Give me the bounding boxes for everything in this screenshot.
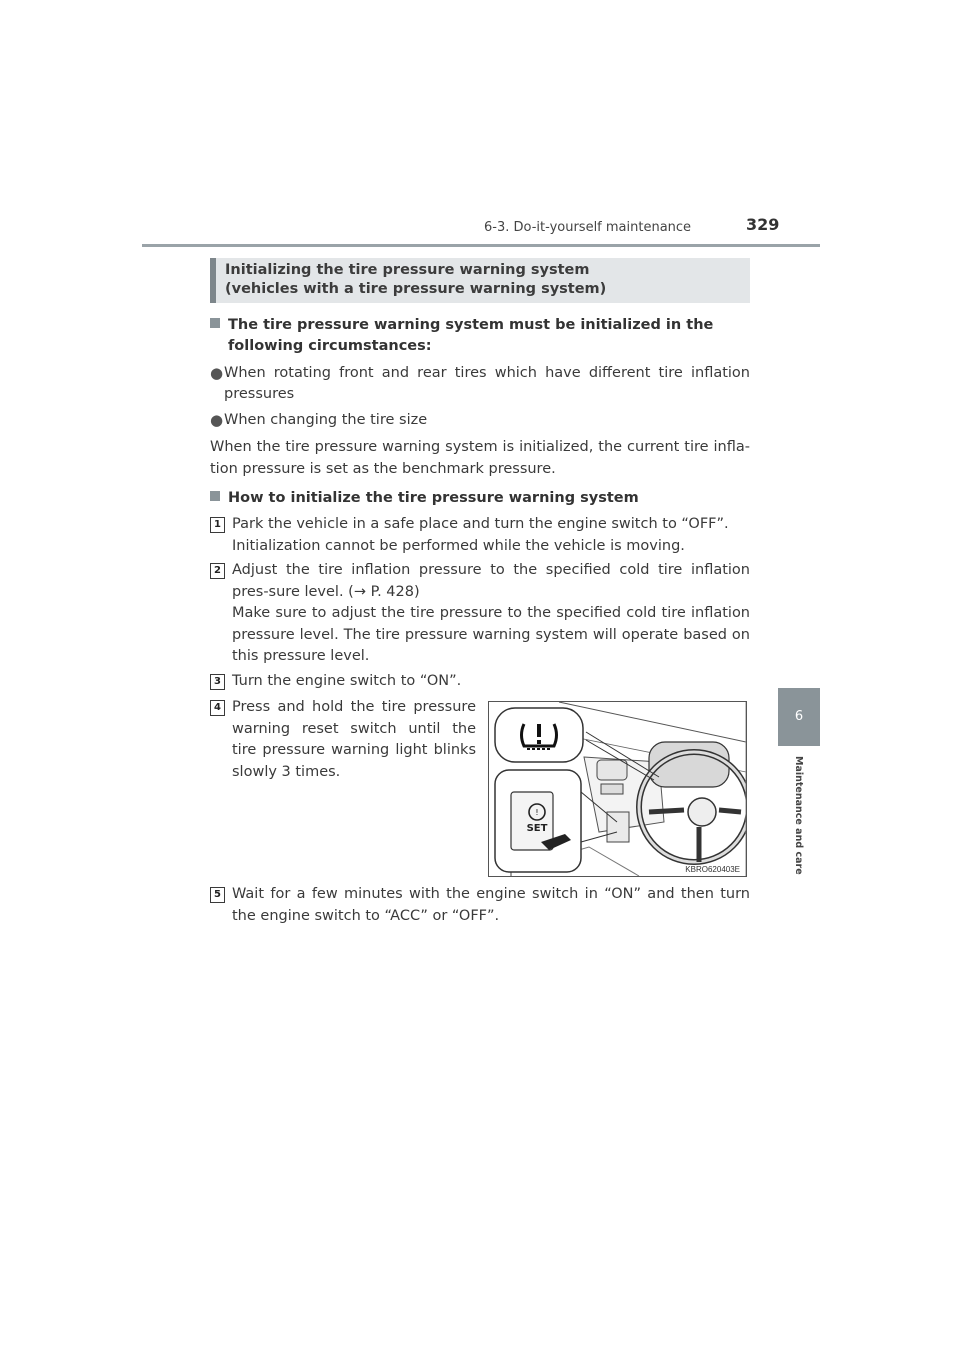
square-bullet-icon (210, 318, 220, 328)
section-title-line2: (vehicles with a tire pressure warning system) (225, 281, 607, 297)
header-section: 6-3. Do-it-yourself maintenance (484, 220, 692, 235)
circumstances-heading: The tire pressure warning system must be initialized in the following circumstances: (210, 315, 713, 357)
step-3: 3 Turn the engine switch to “ON”. (210, 671, 750, 693)
step-number-badge: 4 (210, 700, 225, 716)
bullet-item: ● When changing the tire size (210, 411, 428, 429)
step-number-badge: 2 (210, 563, 225, 579)
section-title-line1: Initializing the tire pressure warning system (225, 262, 590, 278)
step-2: 2 Adjust the tire inflation pressure to the specified cold tire inflation pres-sure level. (→ P. 428) Make sure to adjust the tire pressure to the specified cold tire inflation pressure level. The tire pressure warning system will operate based on this pressure level. (210, 560, 750, 668)
step-number-badge: 3 (210, 674, 225, 690)
benchmark-note: When the tire pressure warning system is initialized, the current tire infla-tion pressure is set as the benchmark pressure. (210, 439, 750, 477)
dashboard-figure (488, 701, 747, 877)
step-number-badge: 5 (210, 887, 225, 903)
step-4: 4 Press and hold the tire pressure warning reset switch until the tire pressure warning light blinks slowly 3 times. (210, 697, 476, 783)
header-rule (142, 244, 820, 247)
bullet-icon: ● (210, 364, 224, 382)
section-title-box (210, 258, 750, 303)
figure-code: KBRO620403E (685, 865, 740, 874)
step-5: 5 Wait for a few minutes with the engine switch in “ON” and then turn the engine switch to “ACC” or “OFF”. (210, 884, 750, 927)
set-switch-label: SET (526, 823, 548, 834)
dashboard-illustration (489, 702, 746, 876)
chapter-label: Maintenance and care (793, 756, 804, 875)
bullet-icon: ● (210, 411, 224, 429)
svg-text:!: ! (535, 808, 539, 817)
page-number: 329 (746, 215, 780, 234)
step-number-badge: 1 (210, 517, 225, 533)
how-to-heading: How to initialize the tire pressure warning system (210, 488, 639, 509)
step-1: 1 Park the vehicle in a safe place and turn the engine switch to “OFF”. Initialization cannot be performed while the vehicle is moving. (210, 514, 750, 557)
chapter-tab[interactable]: 6 (778, 688, 820, 746)
bullet-item: ● When rotating front and rear tires which have different tire inflation pressures (210, 364, 750, 402)
square-bullet-icon (210, 491, 220, 501)
